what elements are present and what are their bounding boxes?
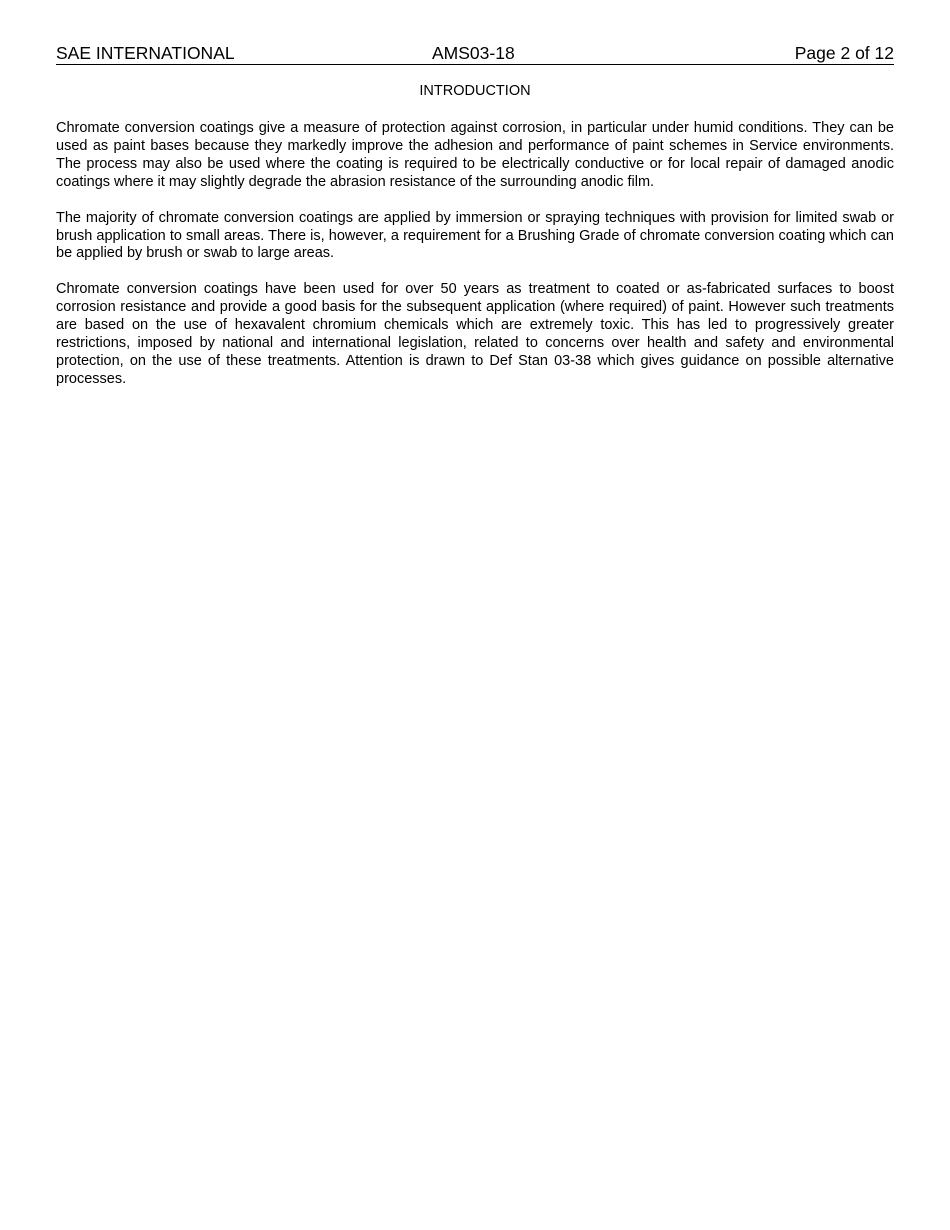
header-organization: SAE INTERNATIONAL xyxy=(56,43,235,63)
paragraph: Chromate conversion coatings have been used for over 50 years as treatment to coated or as-fabricated surfaces to boost corrosion resistance and provide a good basis for the subsequent application (where required) of paint. However such treatments are based on the use of hexavalent chromium chemicals which are extremely toxic. This has led to progressively greater restrictions, imposed by national and international legislation, related to concerns over health and safety and environmental protection, on the use of these treatments. Attention is drawn to Def Stan 03-38 which gives guidance on possible alternative processes. xyxy=(56,281,894,387)
page-header xyxy=(56,43,894,65)
paragraph: The majority of chromate conversion coatings are applied by immersion or spraying techniques with provision for limited swab or brush application to small areas. There is, however, a requirement for a Brushing Grade of chromate conversion coating which can be applied by brush or swab to large areas. xyxy=(56,209,894,262)
paragraph: Chromate conversion coatings give a measure of protection against corrosion, in particular under humid conditions. They can be used as paint bases because they markedly improve the adhesion and performance of paint schemes in Service environments. The process may also be used where the coating is required to be electrically conductive or for local repair of damaged anodic coatings where it may slightly degrade the abrasion resistance of the surrounding anodic film. xyxy=(56,120,894,190)
header-document-number: AMS03-18 xyxy=(432,43,515,63)
section-title: INTRODUCTION xyxy=(419,83,531,99)
header-page-number: Page 2 of 12 xyxy=(794,43,894,63)
body-text xyxy=(56,120,894,407)
